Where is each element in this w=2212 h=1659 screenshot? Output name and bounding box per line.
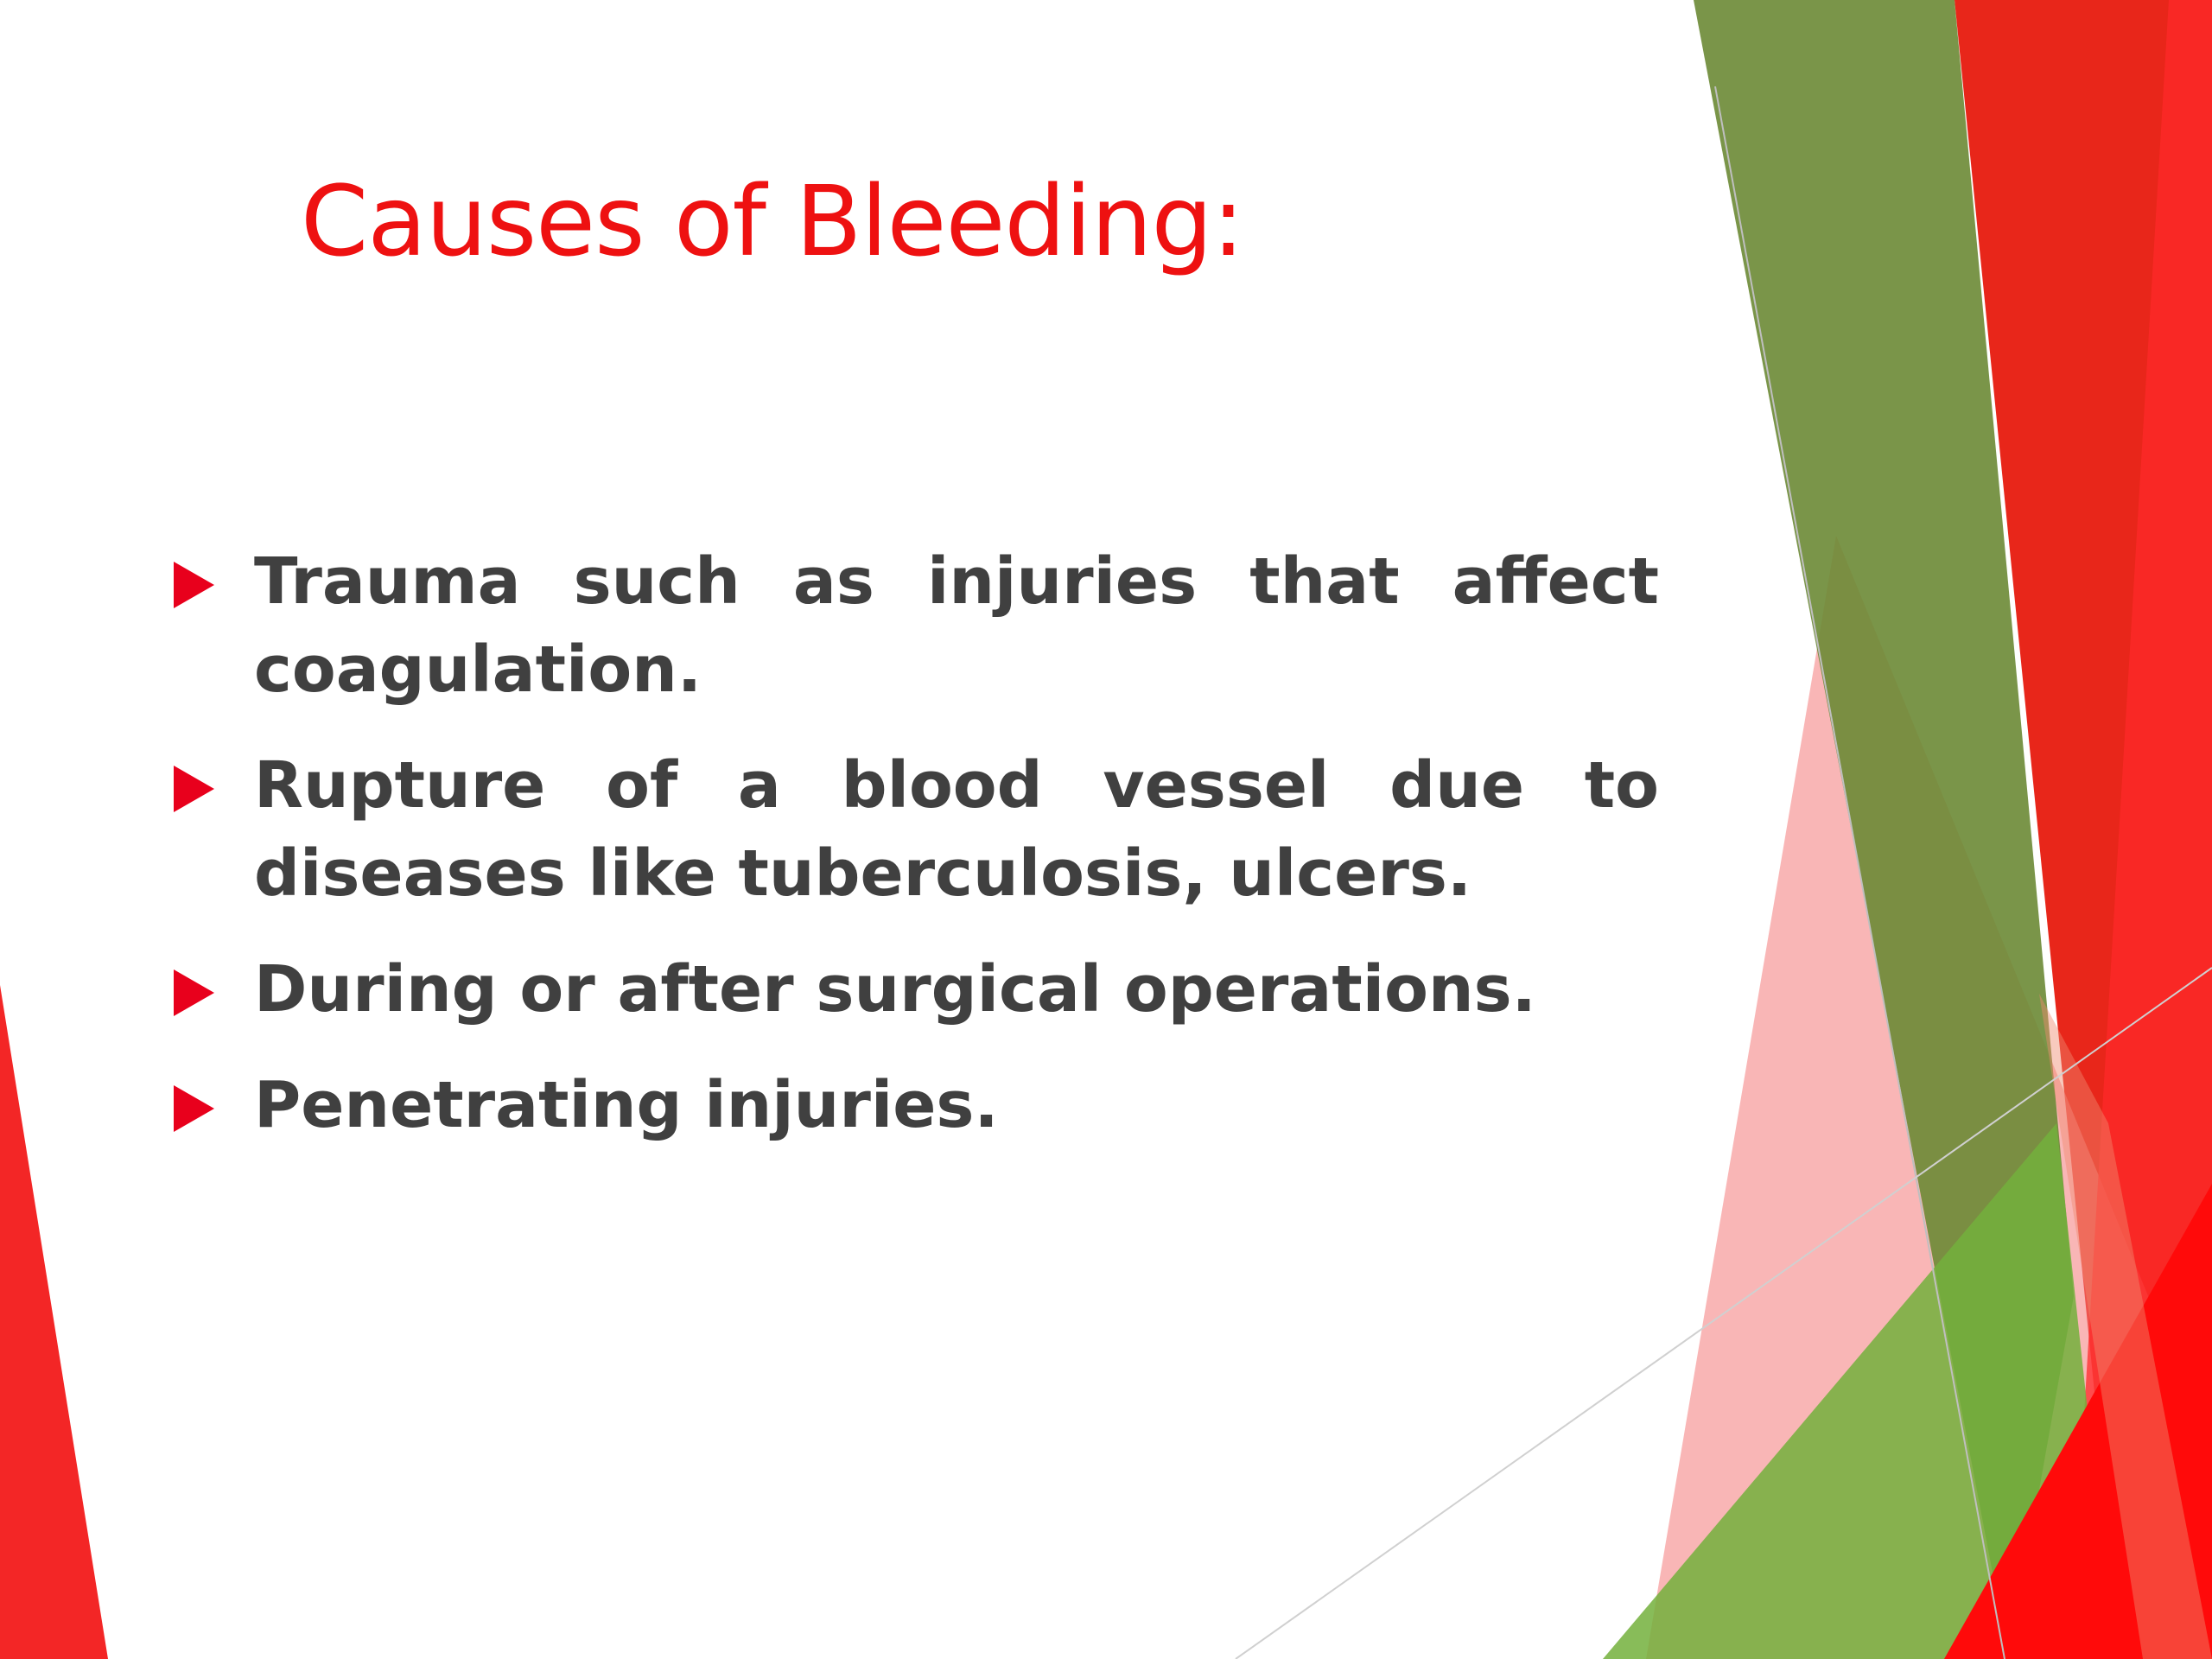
bullet-list — [169, 537, 1659, 1177]
bullet-text: Trauma such as injuries that affect coagulation. — [254, 544, 1659, 707]
triangle-right-icon — [174, 969, 214, 1016]
slide-title: Causes of Bleeding: — [301, 166, 1244, 278]
bullet-item — [169, 537, 1659, 714]
bullet-item — [169, 741, 1659, 918]
bullet-item — [169, 945, 1659, 1033]
triangle-right-icon — [174, 562, 214, 608]
left-red-facet — [0, 985, 108, 1659]
triangle-right-icon — [174, 1085, 214, 1132]
bullet-text: Penetrating injuries. — [254, 1068, 999, 1142]
triangle-right-icon — [174, 766, 214, 812]
bullet-item — [169, 1061, 1659, 1149]
bullet-text: Rupture of a blood vessel due to diseases like tuberculosis, ulcers. — [254, 748, 1659, 911]
bullet-text: During or after surgical operations. — [254, 952, 1536, 1027]
